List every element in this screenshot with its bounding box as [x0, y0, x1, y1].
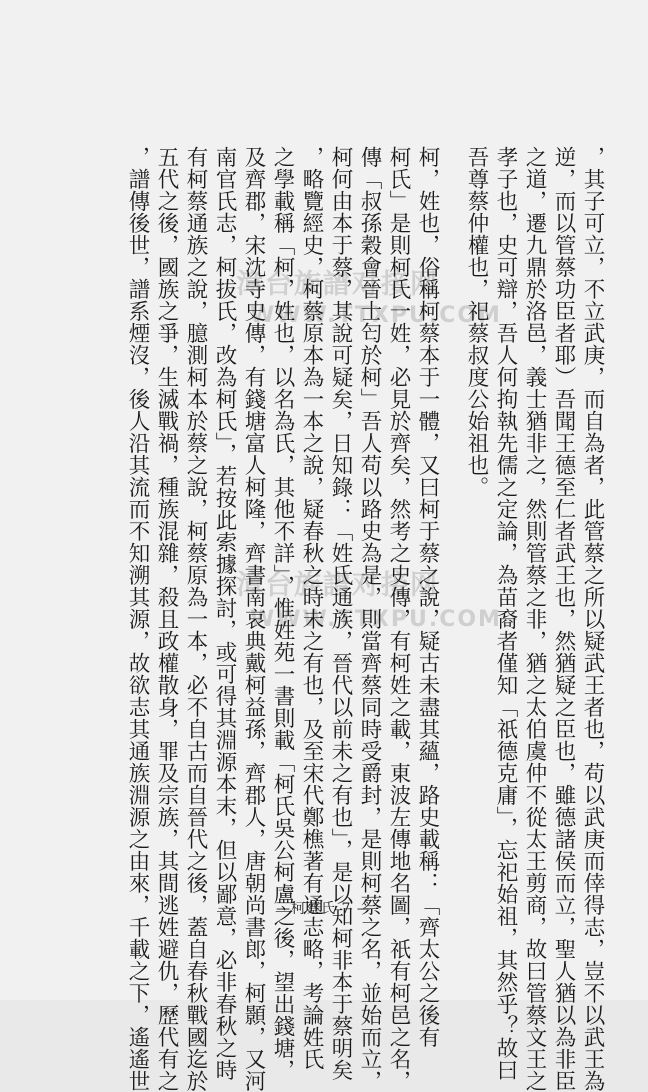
- text-column: ，其子可立，不立武庚，而自為者，此管蔡之所以疑武王者也，苟以武庚而倖得志，豈不以武王為: [580, 146, 605, 1092]
- vertical-text-body: [58, 146, 606, 1092]
- text-column: 有柯蔡通族之說，臆測柯本於蔡之說，柯蔡原為一本，必不自古而自晉代之後，蓋自春秋戰國迄於: [183, 146, 208, 1092]
- text-column: 柯何由本于蔡，其說可疑矣，日知錄：「姓氏通族，晉代以前未之有也」，是以知柯非本于蔡明矣: [328, 146, 353, 1082]
- text-column: 吾尊蔡仲權也，祀蔡叔度公始祖也。: [464, 146, 489, 498]
- text-column: 南官氏志，柯拔氏，改為柯氏」，若按此索據探討，或可得其淵源本末，但以鄙意，必非春秋之時: [212, 146, 237, 1082]
- text-column: 及齊郡，宋沈寺史傳，有錢塘富人柯隆，齊書南哀典戴柯益孫，齊郡人，唐朝尚書郎，柯顥，又河: [241, 146, 266, 1092]
- text-column: 之道，遷九鼎於洛邑，義士猶非之，然則管蔡之非，猶之太伯虞仲不從太王剪商，故曰管蔡文王之: [522, 146, 547, 1092]
- watermark-text: 漳台族譜对接网: [236, 570, 439, 601]
- text-column: ，譜傳後世，譜系煙沒，後人沿其流而不知溯其源，故欲志其通族淵源之由來，千載之下，遙遙世: [125, 146, 150, 1092]
- watermark-url: WWW.TTXPU.COM: [250, 607, 502, 632]
- text-column: 傳「叔孫穀會晉士匄於柯」吾人苟以路史為是，則當齊蔡同時受爵封，是則柯蔡之名，並始而立，: [357, 146, 382, 1092]
- text-column: 孝子也，史可辯，吾人何拘執先儒之定論，為苗裔者僅知「祇德克庸」，忘祀始祖，其然乎？故曰: [493, 146, 518, 1082]
- watermark-url: WWW.TTXPU.COM: [250, 303, 502, 328]
- watermark-text: 漳台族譜对接网: [236, 269, 439, 300]
- text-column: 五代之後，國族之爭，生滅戰禍，種族混雜，殺且政權散身，罪及宗族，其間逃姓避仇，歷代有之: [154, 146, 179, 1092]
- text-column: 之學載稱「柯，姓也，以名為氏，其他不詳」，惟姓苑一書則載「柯氏吳公柯盧之後，望出錢塘，: [270, 146, 295, 1082]
- page-footer: —柯蔡氏 7 —: [276, 901, 372, 917]
- text-column: 柯，姓也，俗稱柯蔡本于一體，又曰柯于蔡之說，疑古未盡其蘊，路史載稱：「齊太公之後有: [415, 146, 440, 1048]
- text-column: 柯氏」是則柯氏一姓，必見於齊矣，然考之史傳，有柯姓之載，東波左傳地名圖，祇有柯邑之名，: [386, 146, 411, 1092]
- text-column: ，略覽經史，柯蔡原本為一本之說，疑春秋之時未之有也，及至宋代鄭樵著有通志略，考論姓氏: [299, 146, 324, 1070]
- text-column: 逆，而以管蔡功臣者耶）吾聞王德至仁者武王也，然猶疑之臣也，雖德諸侯而立，聖人猶以為非臣: [551, 146, 576, 1092]
